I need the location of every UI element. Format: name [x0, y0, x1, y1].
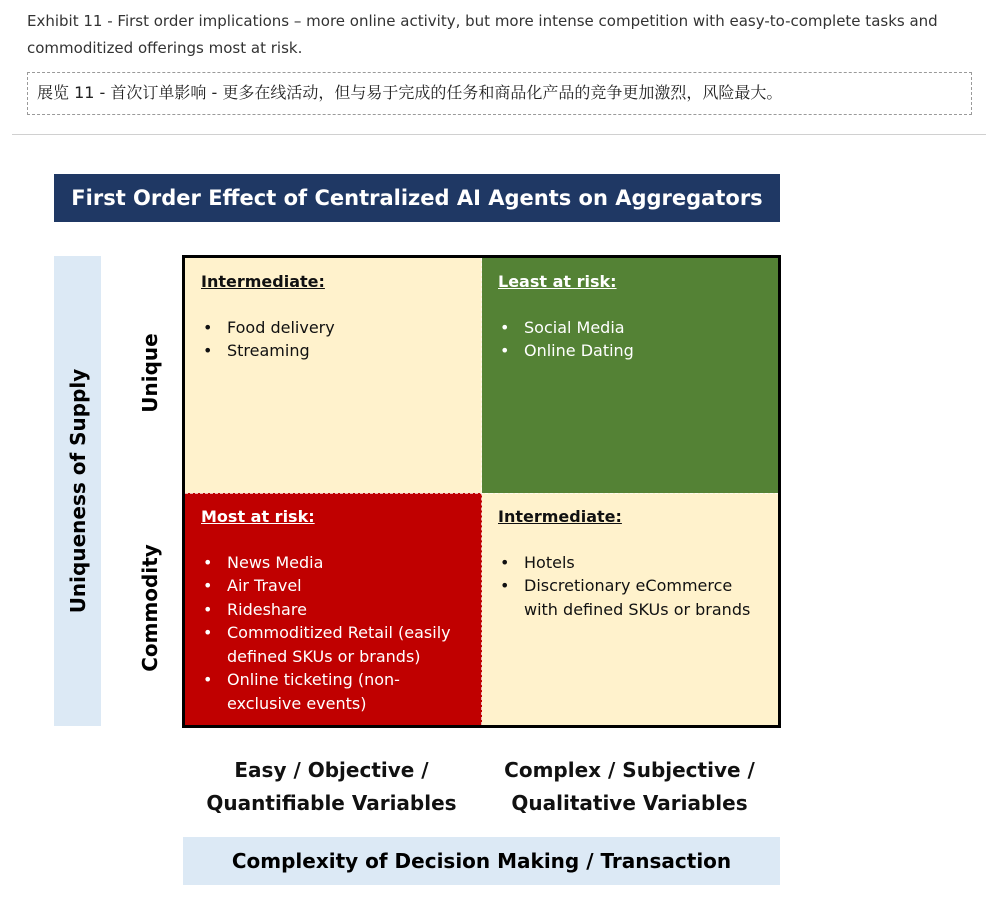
y-label-commodity: Commodity [138, 544, 162, 672]
list-item: • Commoditized Retail (easily defined SKUs or brands) [201, 621, 466, 668]
x-axis-title: Complexity of Decision Making / Transaction [183, 837, 780, 885]
list-item: • Online ticketing (non-exclusive events) [201, 668, 466, 715]
quadrant-divider-horizontal [185, 493, 778, 494]
x-label-right-line-1: Complex / Subjective / [504, 758, 755, 782]
list-item: • Streaming [201, 339, 466, 363]
risk-matrix [182, 255, 781, 728]
quadrant-top-left [185, 258, 482, 493]
caption-translation: 展览 11 - 首次订单影响 - 更多在线活动，但与易于完成的任务和商品化产品的竞争更加激烈，风险最大。 [27, 72, 972, 115]
quadrant-heading: Intermediate: [201, 272, 325, 291]
list-item: • Air Travel [201, 574, 466, 598]
quadrant-bottom-left [185, 493, 482, 725]
list-item: • Food delivery [201, 316, 466, 340]
y-label-unique: Unique [138, 333, 162, 413]
list-item: • Social Media [498, 316, 762, 340]
caption-line-1: Exhibit 11 - First order implications – more online activity, but more intense competition with easy-to-complete tasks and [27, 12, 938, 30]
x-label-right-line-2: Qualitative Variables [511, 791, 748, 815]
quadrant-list [201, 316, 466, 363]
x-label-left-line-2: Quantifiable Variables [206, 791, 457, 815]
caption-line-2: commoditized offerings most at risk. [27, 39, 303, 57]
quadrant-list [498, 551, 762, 622]
diagram-title: First Order Effect of Centralized AI Agents on Aggregators [54, 174, 780, 222]
quadrant-bottom-right [482, 493, 778, 725]
quadrant-divider-vertical [481, 258, 482, 725]
quadrant-list [498, 316, 762, 363]
quadrant-heading: Intermediate: [498, 507, 622, 526]
x-label-right [480, 754, 779, 820]
list-item: • Online Dating [498, 339, 762, 363]
list-item: • Hotels [498, 551, 762, 575]
divider [12, 134, 986, 135]
x-label-left [182, 754, 481, 820]
quadrant-heading: Most at risk: [201, 507, 315, 526]
x-label-left-line-1: Easy / Objective / [234, 758, 429, 782]
quadrant-list [201, 551, 466, 716]
list-item: • Rideshare [201, 598, 466, 622]
list-item: • News Media [201, 551, 466, 575]
list-item: • Discretionary eCommerce with defined SKUs or brands [498, 574, 762, 621]
quadrant-top-right [482, 258, 778, 493]
exhibit-caption [27, 8, 967, 62]
y-axis-title: Uniqueness of Supply [66, 368, 90, 614]
quadrant-heading: Least at risk: [498, 272, 617, 291]
